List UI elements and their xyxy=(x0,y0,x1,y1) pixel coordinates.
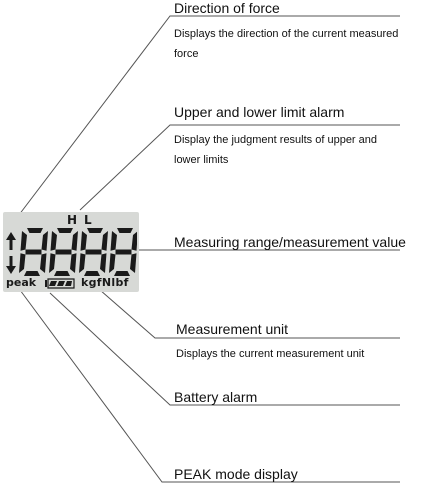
battery-icon xyxy=(45,278,75,289)
range-title: Measuring range/measurement value xyxy=(174,234,406,250)
digit-segment xyxy=(56,250,72,255)
digit-segment xyxy=(116,250,132,255)
digit-segment xyxy=(27,228,43,233)
unit-title: Measurement unit xyxy=(176,321,289,337)
seven-segment-digits xyxy=(17,226,137,278)
digit-segment xyxy=(117,228,133,233)
battery-title: Battery alarm xyxy=(174,389,258,405)
digit-segment xyxy=(49,253,56,273)
direction-title: Direction of force xyxy=(174,0,280,16)
digit-segment xyxy=(72,231,79,251)
digit-segment xyxy=(19,253,26,273)
digit-segment xyxy=(51,231,58,251)
digit-segment xyxy=(79,253,86,273)
digit-segment xyxy=(42,231,49,251)
peak-title: PEAK mode display xyxy=(174,466,298,482)
digit-segment xyxy=(132,231,138,251)
limit-alarm-description: Display the judgment results of upper and lower limits xyxy=(174,134,378,166)
digit-segment xyxy=(100,253,107,273)
unit-indicator: kgfNlbf xyxy=(81,276,129,289)
limit-alarm-title: Upper and lower limit alarm xyxy=(174,104,345,120)
digit-segment xyxy=(130,253,137,273)
unit-description: Displays the current measurement unit xyxy=(176,348,365,360)
digit-segment xyxy=(57,228,73,233)
direction-description: Displays the direction of the current measured force xyxy=(174,28,399,60)
digit-segment xyxy=(26,250,42,255)
lcd-display xyxy=(3,212,139,292)
digit-segment xyxy=(86,250,102,255)
digit-segment xyxy=(111,231,118,251)
high-limit-indicator: H xyxy=(67,213,78,227)
digit-segment xyxy=(40,253,47,273)
low-limit-indicator: L xyxy=(84,213,92,227)
digit-segment xyxy=(102,231,109,251)
digit-segment xyxy=(54,271,70,276)
digit-segment xyxy=(109,253,116,273)
digit-segment xyxy=(21,231,28,251)
direction-arrows-icon xyxy=(5,230,17,276)
peak-indicator: peak xyxy=(6,276,37,289)
digit-segment xyxy=(70,253,77,273)
digit-segment xyxy=(87,228,103,233)
digit-segment xyxy=(81,231,88,251)
